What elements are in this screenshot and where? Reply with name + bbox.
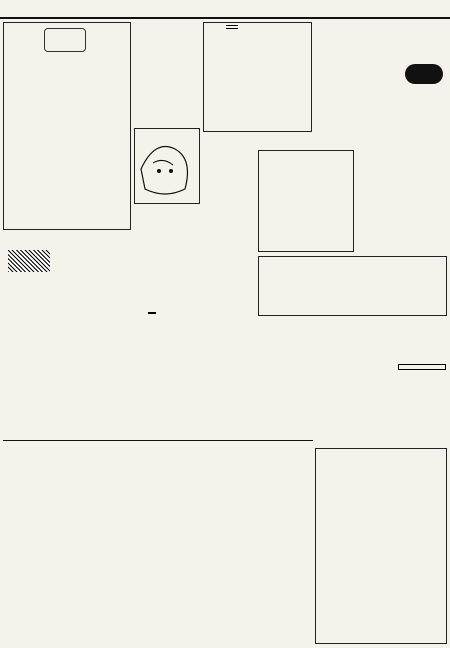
header-rule: [0, 17, 450, 19]
article-feisu-body: [206, 48, 309, 130]
divider-mid: [3, 440, 313, 441]
article-wuxin-badge: [44, 28, 86, 52]
article-wuzhi-body: [5, 276, 133, 436]
article-shenghuo-title: [405, 64, 443, 84]
article-gourmet-body: [203, 134, 255, 304]
article-shenghuo-body: [315, 66, 401, 130]
article-dengtian-body: [261, 173, 351, 251]
illustration-drawing: [135, 129, 199, 203]
article-hunyin-body-2: [398, 392, 446, 444]
article-wuzhi-banner: [8, 250, 50, 272]
article-duiju: [258, 256, 447, 316]
article-hunyin-body: [315, 320, 395, 440]
article-hunyin-title: [398, 364, 446, 370]
illustration-box: [134, 128, 200, 204]
article-wuzhi-body-2: [136, 236, 200, 436]
article-wuqian-body: [52, 444, 312, 644]
article-wuxin-body: [38, 55, 128, 227]
article-qingdan-body: [357, 134, 447, 252]
article-right-body: [315, 22, 447, 60]
article-qingshui-title: [148, 312, 156, 314]
article-feisu-title: [226, 25, 238, 29]
article-corner-body: [318, 522, 378, 632]
article-kuagan-body: [318, 466, 444, 518]
masthead: [6, 2, 88, 16]
article-shang-body: [258, 320, 310, 430]
